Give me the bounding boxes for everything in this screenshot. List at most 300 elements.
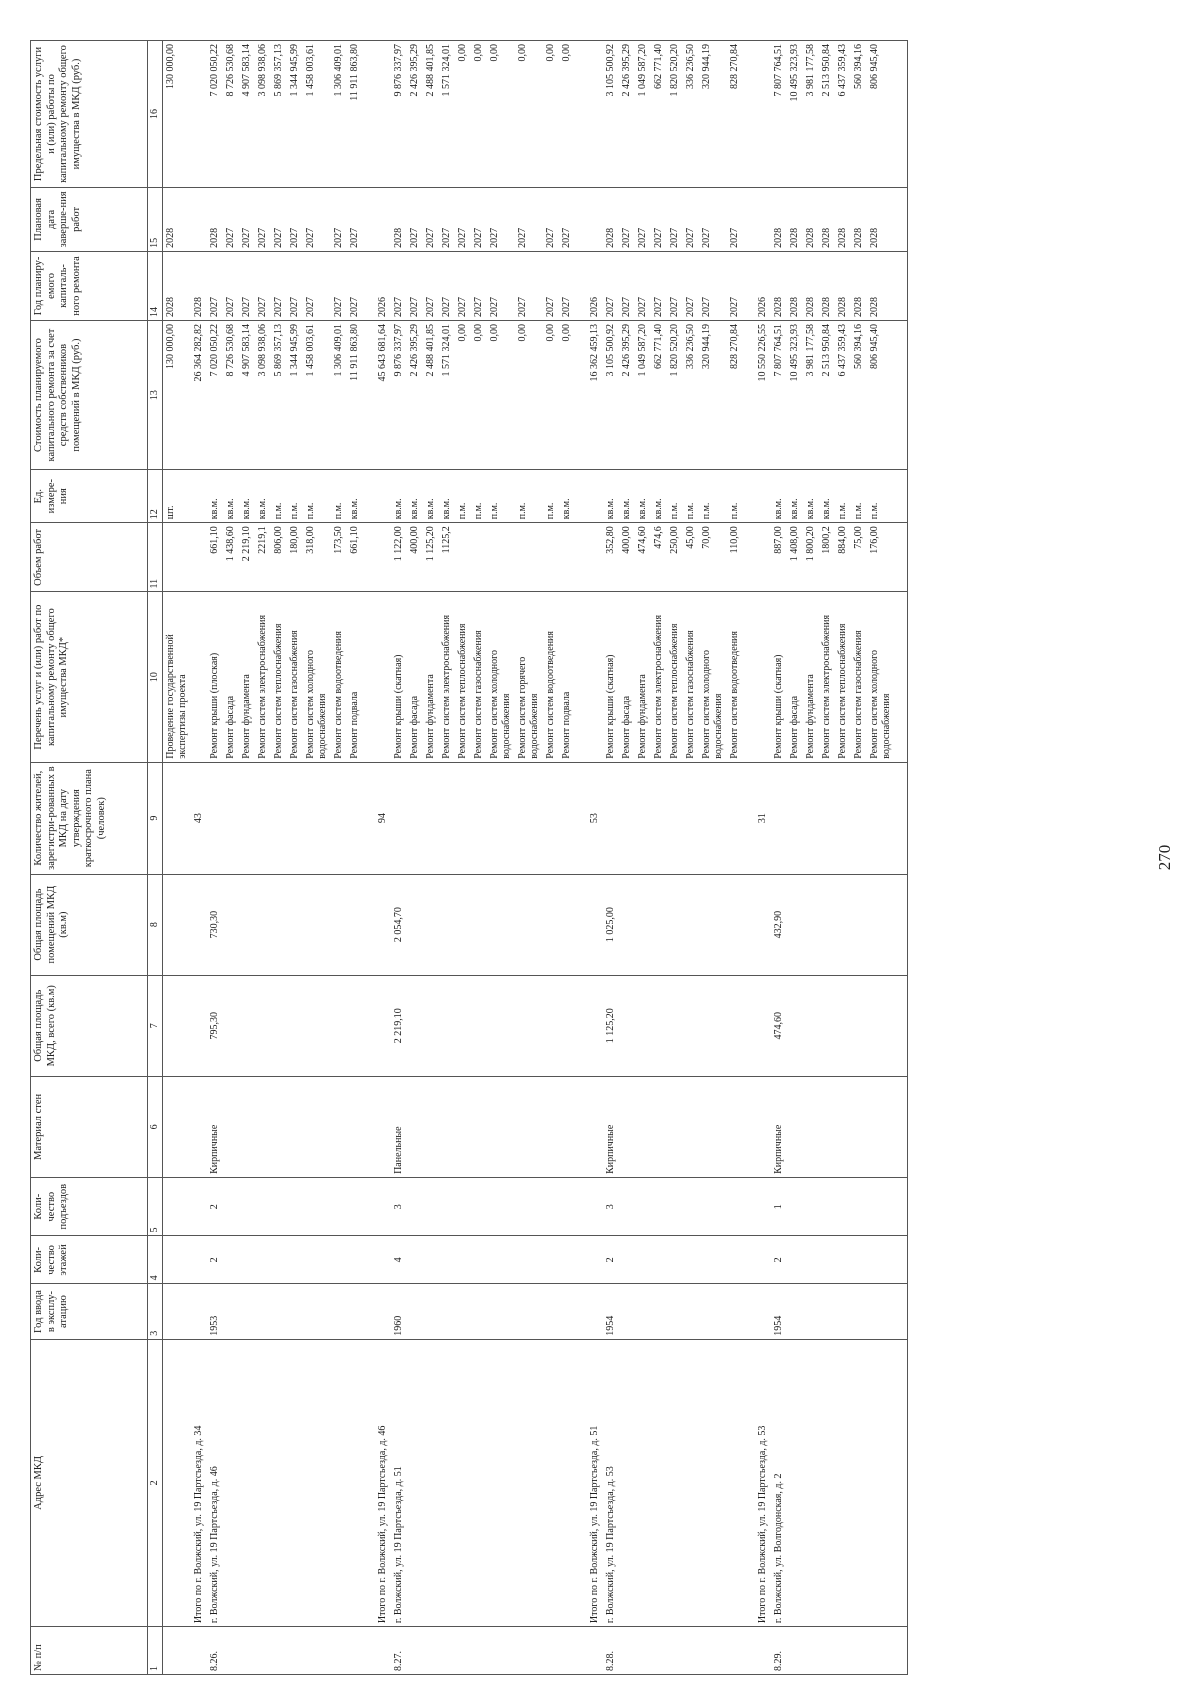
limit-cost: 0,00	[455, 41, 471, 188]
work-name: Ремонт фасада	[787, 592, 803, 762]
cost: 2 426 395,29	[407, 321, 423, 470]
unit: кв.м.	[771, 470, 787, 523]
house-total-row	[755, 41, 771, 1675]
spacer-row	[363, 41, 375, 1675]
limit-cost: 0,00	[487, 41, 515, 188]
repair-year: 2028	[163, 251, 192, 320]
work-volume: 661,10	[207, 523, 223, 592]
unit: п.м.	[835, 470, 851, 523]
unit: п.м.	[331, 470, 347, 523]
cost: 2 426 395,29	[619, 321, 635, 470]
repair-year: 2027	[287, 251, 303, 320]
work-volume	[487, 523, 515, 592]
work-row	[851, 41, 867, 1675]
house-total-row	[375, 41, 391, 1675]
cost: 6 437 359,43	[835, 321, 851, 470]
repair-year: 2027	[603, 251, 619, 320]
limit-cost: 828 270,84	[727, 41, 743, 188]
work-volume: 661,10	[347, 523, 363, 592]
work-name: Ремонт систем газоснабжения	[683, 592, 699, 762]
work-name: Ремонт систем электроснабжения	[819, 592, 835, 762]
work-row	[487, 41, 515, 1675]
floors: 2	[771, 1236, 787, 1284]
limit-cost: 3 981 177,58	[803, 41, 819, 188]
due-year: 2027	[407, 188, 423, 252]
row-number: 8.28.	[603, 1627, 619, 1675]
work-name: Ремонт систем водоотведения	[331, 592, 347, 762]
due-year: 2028	[819, 188, 835, 252]
work-name: Ремонт фундамента	[239, 592, 255, 762]
repair-year: 2027	[559, 251, 575, 320]
unit: кв.м.	[439, 470, 455, 523]
spacer-row	[743, 41, 755, 1675]
due-year: 2028	[391, 188, 407, 252]
repair-year: 2027	[423, 251, 439, 320]
work-volume: 110,00	[727, 523, 743, 592]
entrances: 2	[207, 1177, 223, 1236]
residents: 31	[755, 762, 771, 874]
work-volume	[455, 523, 471, 592]
house-address: г. Волжский, ул. 19 Партсъезда, д. 51	[391, 1339, 407, 1626]
due-year: 2028	[787, 188, 803, 252]
row-number: 8.29.	[771, 1627, 787, 1675]
work-name: Ремонт систем теплоснабжения	[455, 592, 471, 762]
repair-year: 2027	[635, 251, 651, 320]
work-volume: 2219,1	[255, 523, 271, 592]
header-cell: Адрес МКД	[31, 1339, 148, 1626]
work-row	[239, 41, 255, 1675]
work-volume: 352,80	[603, 523, 619, 592]
due-year: 2028	[867, 188, 895, 252]
work-name: Ремонт систем холодного водоснабжения	[303, 592, 331, 762]
repair-year: 2028	[867, 251, 895, 320]
due-year: 2027	[223, 188, 239, 252]
cost: 1 344 945,99	[287, 321, 303, 470]
repair-year: 2027	[255, 251, 271, 320]
column-number-row	[148, 41, 163, 1675]
cost: 0,00	[471, 321, 487, 470]
work-row	[683, 41, 699, 1675]
due-year: 2027	[271, 188, 287, 252]
limit-cost: 2 513 950,84	[819, 41, 835, 188]
repair-year: 2027	[651, 251, 667, 320]
column-number: 4	[148, 1236, 163, 1284]
unit: кв.м.	[347, 470, 363, 523]
rotated-sheet	[30, 40, 1195, 1675]
header-cell: Общая площадь МКД, всего (кв.м)	[31, 975, 148, 1076]
work-volume: 318,00	[303, 523, 331, 592]
unit: кв.м.	[803, 470, 819, 523]
entrances: 3	[391, 1177, 407, 1236]
limit-cost: 806 945,40	[867, 41, 895, 188]
work-volume: 887,00	[771, 523, 787, 592]
total-cost: 16 362 459,13	[587, 321, 603, 470]
entrances: 1	[771, 1177, 787, 1236]
work-volume	[471, 523, 487, 592]
due-year: 2027	[255, 188, 271, 252]
limit-cost: 5 869 357,13	[271, 41, 287, 188]
unit: кв.м.	[255, 470, 271, 523]
unit: кв.м.	[391, 470, 407, 523]
column-number: 3	[148, 1284, 163, 1339]
cost: 336 236,50	[683, 321, 699, 470]
header-row	[31, 41, 148, 1675]
due-year: 2028	[851, 188, 867, 252]
repair-year: 2027	[331, 251, 347, 320]
work-row	[543, 41, 559, 1675]
repair-year: 2028	[819, 251, 835, 320]
limit-cost: 1 049 587,20	[635, 41, 651, 188]
cost: 0,00	[559, 321, 575, 470]
repair-year: 2027	[223, 251, 239, 320]
cost: 10 495 323,93	[787, 321, 803, 470]
due-year: 2027	[619, 188, 635, 252]
cost: 320 944,19	[699, 321, 727, 470]
work-row	[619, 41, 635, 1675]
floors: 2	[603, 1236, 619, 1284]
house-total-row	[587, 41, 603, 1675]
work-name: Ремонт фундамента	[803, 592, 819, 762]
work-name: Ремонт фасада	[407, 592, 423, 762]
wall-material: Кирпичные	[603, 1076, 619, 1177]
total-year: 2026	[755, 251, 771, 320]
header-cell: Предельная стоимость услуги и (или) работы по капитальному ремонту общего имущества в МКД (руб.)	[31, 41, 148, 188]
register-body	[163, 41, 908, 1675]
entrances: 3	[603, 1177, 619, 1236]
repair-year: 2027	[455, 251, 471, 320]
column-number: 9	[148, 762, 163, 874]
total-cost: 45 643 681,64	[375, 321, 391, 470]
repair-year: 2028	[787, 251, 803, 320]
work-row	[439, 41, 455, 1675]
cost: 2 488 401,85	[423, 321, 439, 470]
area-rooms: 2 054,70	[391, 874, 407, 975]
column-number: 6	[148, 1076, 163, 1177]
work-name: Ремонт крыши (скатная)	[603, 592, 619, 762]
unit: п.м.	[851, 470, 867, 523]
cost: 11 911 863,80	[347, 321, 363, 470]
work-volume	[559, 523, 575, 592]
column-number: 12	[148, 470, 163, 523]
limit-cost: 10 495 323,93	[787, 41, 803, 188]
column-number: 15	[148, 188, 163, 252]
cost: 2 513 950,84	[819, 321, 835, 470]
capital-repair-register-table	[30, 40, 908, 1675]
area-rooms: 432,90	[771, 874, 787, 975]
work-name: Ремонт систем холодного водоснабжения	[699, 592, 727, 762]
limit-cost: 1 306 409,01	[331, 41, 347, 188]
unit: кв.м.	[207, 470, 223, 523]
cost: 1 049 587,20	[635, 321, 651, 470]
limit-cost: 320 944,19	[699, 41, 727, 188]
area-total: 1 125,20	[603, 975, 619, 1076]
work-volume: 1125,2	[439, 523, 455, 592]
due-year: 2027	[423, 188, 439, 252]
header-cell: Стоимость планируемого капитального ремонта за счет средств собственников помещений в МКД (руб.)	[31, 321, 148, 470]
work-row	[423, 41, 439, 1675]
unit: кв.м.	[819, 470, 835, 523]
house-address: г. Волжский, ул. 19 Партсъезда, д. 46	[207, 1339, 223, 1626]
work-volume: 474,60	[635, 523, 651, 592]
cost: 130 000,00	[163, 321, 192, 470]
limit-cost: 560 394,16	[851, 41, 867, 188]
unit: п.м.	[543, 470, 559, 523]
work-name: Ремонт фасада	[619, 592, 635, 762]
cost: 3 098 938,06	[255, 321, 271, 470]
due-year: 2027	[455, 188, 471, 252]
work-name: Ремонт систем газоснабжения	[471, 592, 487, 762]
cost: 3 981 177,58	[803, 321, 819, 470]
year-built: 1960	[391, 1284, 407, 1339]
work-name: Ремонт систем водоотведения	[543, 592, 559, 762]
repair-year: 2027	[347, 251, 363, 320]
limit-cost: 2 426 395,29	[619, 41, 635, 188]
unit: п.м.	[455, 470, 471, 523]
work-name: Ремонт систем теплоснабжения	[835, 592, 851, 762]
due-year: 2027	[515, 188, 543, 252]
work-volume: 2 219,10	[239, 523, 255, 592]
wall-material: Панельные	[391, 1076, 407, 1177]
work-name: Ремонт подвала	[347, 592, 363, 762]
work-name: Ремонт систем холодного водоснабжения	[487, 592, 515, 762]
unit: п.м.	[287, 470, 303, 523]
limit-cost: 7 807 764,51	[771, 41, 787, 188]
work-name: Ремонт систем электроснабжения	[255, 592, 271, 762]
due-year: 2027	[439, 188, 455, 252]
column-number: 14	[148, 251, 163, 320]
repair-year: 2027	[439, 251, 455, 320]
work-volume: 1 408,00	[787, 523, 803, 592]
repair-year: 2027	[271, 251, 287, 320]
repair-year: 2027	[207, 251, 223, 320]
total-label: Итого по г. Волжский, ул. 19 Партсъезда, д. 53	[755, 1339, 771, 1626]
row-number: 8.26.	[207, 1627, 223, 1675]
work-row	[603, 41, 619, 1675]
limit-cost: 0,00	[471, 41, 487, 188]
work-row	[347, 41, 363, 1675]
work-row	[667, 41, 683, 1675]
work-name: Ремонт систем электроснабжения	[651, 592, 667, 762]
area-total: 2 219,10	[391, 975, 407, 1076]
cost: 5 869 357,13	[271, 321, 287, 470]
work-volume: 173,50	[331, 523, 347, 592]
due-year: 2027	[727, 188, 743, 252]
header-cell: Год ввода в эксплу-атацию	[31, 1284, 148, 1339]
unit: п.м.	[727, 470, 743, 523]
repair-year: 2028	[851, 251, 867, 320]
unit: кв.м.	[787, 470, 803, 523]
area-rooms: 730,30	[207, 874, 223, 975]
page-number: 270	[1155, 844, 1174, 871]
unit: п.м.	[515, 470, 543, 523]
work-name: Ремонт фасада	[223, 592, 239, 762]
work-name: Ремонт систем водоотведения	[727, 592, 743, 762]
work-volume: 1 125,20	[423, 523, 439, 592]
unit: п.м.	[699, 470, 727, 523]
work-name: Ремонт систем газоснабжения	[851, 592, 867, 762]
work-row	[867, 41, 895, 1675]
limit-cost: 662 771,40	[651, 41, 667, 188]
due-year: 2027	[331, 188, 347, 252]
cost: 1 458 003,61	[303, 321, 331, 470]
work-name: Ремонт фундамента	[423, 592, 439, 762]
cost: 560 394,16	[851, 321, 867, 470]
cost: 0,00	[543, 321, 559, 470]
residents: 43	[191, 762, 207, 874]
work-row	[835, 41, 851, 1675]
header-cell: Год планиру-емого капиталь-ного ремонта	[31, 251, 148, 320]
repair-year: 2027	[391, 251, 407, 320]
cost: 7 020 050,22	[207, 321, 223, 470]
unit: кв.м.	[223, 470, 239, 523]
unit: кв.м.	[407, 470, 423, 523]
work-name: Ремонт систем теплоснабжения	[271, 592, 287, 762]
cost: 0,00	[515, 321, 543, 470]
area-rooms: 1 025,00	[603, 874, 619, 975]
spacer-row	[575, 41, 587, 1675]
repair-year: 2028	[771, 251, 787, 320]
work-volume: 1800,2	[819, 523, 835, 592]
header-cell: Коли-чество подъездов	[31, 1177, 148, 1236]
due-year: 2027	[559, 188, 575, 252]
limit-cost: 11 911 863,80	[347, 41, 363, 188]
repair-year: 2027	[619, 251, 635, 320]
due-year: 2028	[803, 188, 819, 252]
cost: 7 807 764,51	[771, 321, 787, 470]
column-number: 13	[148, 321, 163, 470]
work-row	[471, 41, 487, 1675]
work-row	[699, 41, 727, 1675]
year-built: 1954	[771, 1284, 787, 1339]
work-row	[635, 41, 651, 1675]
header-cell: Ед. измере-ния	[31, 470, 148, 523]
due-year: 2027	[543, 188, 559, 252]
header-cell: Материал стен	[31, 1076, 148, 1177]
wall-material: Кирпичные	[207, 1076, 223, 1177]
work-volume: 45,00	[683, 523, 699, 592]
due-year: 2028	[163, 188, 192, 252]
due-year: 2027	[347, 188, 363, 252]
repair-year: 2027	[667, 251, 683, 320]
header-cell: Плановая дата заверше-ния работ	[31, 188, 148, 252]
column-number: 1	[148, 1627, 163, 1675]
repair-year: 2027	[303, 251, 331, 320]
limit-cost: 1 571 324,01	[439, 41, 455, 188]
limit-cost: 1 458 003,61	[303, 41, 331, 188]
total-cost: 10 550 226,55	[755, 321, 771, 470]
column-number: 2	[148, 1339, 163, 1626]
due-year: 2027	[651, 188, 667, 252]
area-total: 474,60	[771, 975, 787, 1076]
header-cell: № п/п	[31, 1627, 148, 1675]
work-name: Ремонт систем электроснабжения	[439, 592, 455, 762]
floors: 4	[391, 1236, 407, 1284]
work-volume: 180,00	[287, 523, 303, 592]
due-year: 2028	[771, 188, 787, 252]
total-year: 2026	[375, 251, 391, 320]
unit: кв.м.	[635, 470, 651, 523]
unit: кв.м.	[651, 470, 667, 523]
work-row	[407, 41, 423, 1675]
work-name: Ремонт систем газоснабжения	[287, 592, 303, 762]
work-row	[207, 41, 223, 1675]
row-number: 8.27.	[391, 1627, 407, 1675]
limit-cost: 336 236,50	[683, 41, 699, 188]
column-number: 16	[148, 41, 163, 188]
house-total-row	[191, 41, 207, 1675]
year-built: 1953	[207, 1284, 223, 1339]
total-label: Итого по г. Волжский, ул. 19 Партсъезда, д. 51	[587, 1339, 603, 1626]
work-volume: 884,00	[835, 523, 851, 592]
cost: 3 105 500,92	[603, 321, 619, 470]
unit: п.м.	[667, 470, 683, 523]
due-year: 2027	[239, 188, 255, 252]
repair-year: 2027	[471, 251, 487, 320]
column-number: 10	[148, 592, 163, 762]
limit-cost: 0,00	[543, 41, 559, 188]
due-year: 2027	[487, 188, 515, 252]
header-cell: Объем работ	[31, 523, 148, 592]
work-row	[559, 41, 575, 1675]
work-row	[727, 41, 743, 1675]
work-name: Проведение государственной экспертизы проекта	[163, 592, 192, 762]
work-row	[255, 41, 271, 1675]
column-number: 7	[148, 975, 163, 1076]
work-row	[287, 41, 303, 1675]
expertise-row	[163, 41, 192, 1675]
column-number: 5	[148, 1177, 163, 1236]
total-year: 2028	[191, 251, 207, 320]
cost: 8 726 530,68	[223, 321, 239, 470]
limit-cost: 7 020 050,22	[207, 41, 223, 188]
work-row	[391, 41, 407, 1675]
work-volume: 1 800,20	[803, 523, 819, 592]
limit-cost: 0,00	[515, 41, 543, 188]
work-volume: 176,00	[867, 523, 895, 592]
header-cell: Количество жителей, зарегистри-рованных в МКД на дату утверждения краткосрочного плана (человек)	[31, 762, 148, 874]
limit-cost: 3 098 938,06	[255, 41, 271, 188]
due-year: 2027	[699, 188, 727, 252]
residents: 94	[375, 762, 391, 874]
floors: 2	[207, 1236, 223, 1284]
limit-cost: 0,00	[559, 41, 575, 188]
due-year: 2028	[207, 188, 223, 252]
unit: кв.м.	[423, 470, 439, 523]
unit: п.м.	[683, 470, 699, 523]
residents: 53	[587, 762, 603, 874]
work-row	[303, 41, 331, 1675]
unit: кв.м.	[603, 470, 619, 523]
limit-cost: 130 000,00	[163, 41, 192, 188]
work-name: Ремонт систем холодного водоснабжения	[867, 592, 895, 762]
house-address: г. Волжский, ул. Волгодонская, д. 2	[771, 1339, 787, 1626]
limit-cost: 6 437 359,43	[835, 41, 851, 188]
total-label: Итого по г. Волжский, ул. 19 Партсъезда, д. 34	[191, 1339, 207, 1626]
work-row	[819, 41, 835, 1675]
due-year: 2027	[303, 188, 331, 252]
column-number: 8	[148, 874, 163, 975]
work-row	[455, 41, 471, 1675]
work-row	[223, 41, 239, 1675]
work-row	[651, 41, 667, 1675]
limit-cost: 3 105 500,92	[603, 41, 619, 188]
unit: кв.м.	[559, 470, 575, 523]
cost: 828 270,84	[727, 321, 743, 470]
repair-year: 2027	[699, 251, 727, 320]
header-cell: Перечень услуг и (или) работ по капитальному ремонту общего имущества МКД*	[31, 592, 148, 762]
work-volume: 1 122,00	[391, 523, 407, 592]
repair-year: 2027	[543, 251, 559, 320]
